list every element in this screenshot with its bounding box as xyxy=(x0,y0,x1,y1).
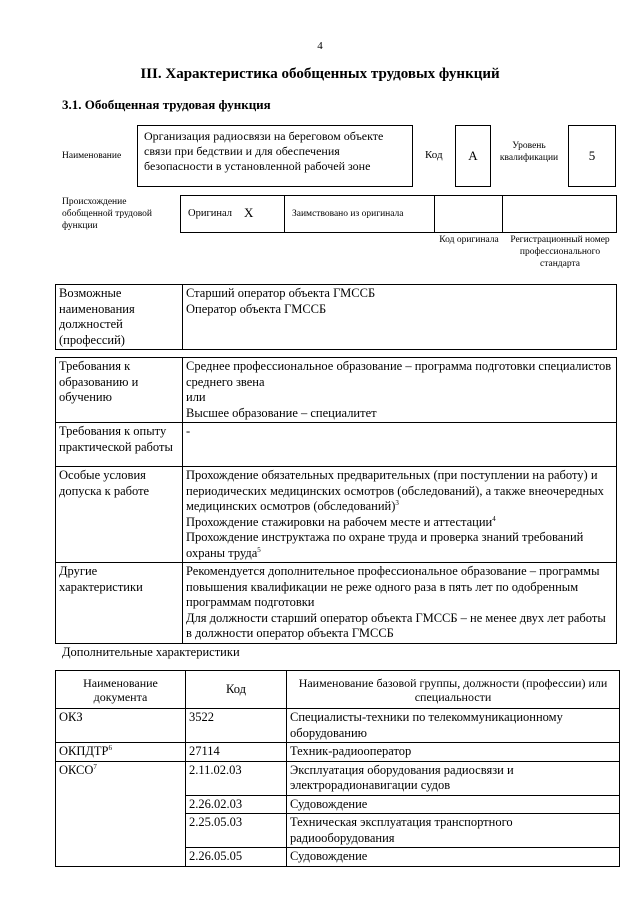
footnote: 3 xyxy=(395,498,399,507)
code-cell: 2.26.05.05 xyxy=(186,848,287,867)
doc-name: ОКЗ xyxy=(59,710,83,724)
reg-number-caption: Регистрационный номер профессионального стандарта xyxy=(510,235,610,269)
doc-cell xyxy=(56,743,186,762)
list-item xyxy=(186,515,613,531)
doc-name: ОКПДТР xyxy=(59,744,109,758)
code-cell: 2.26.02.03 xyxy=(186,795,287,814)
section-title: III. Характеристика обобщенных трудовых функций xyxy=(140,66,500,82)
item-text: Прохождение стажировки на рабочем месте и аттестации xyxy=(186,514,493,529)
table-header-row xyxy=(56,671,620,709)
code-value: А xyxy=(468,148,478,163)
name-cell: Специалисты-техники по телекоммуникационному оборудованию xyxy=(287,709,620,743)
code-original-caption: Код оригинала xyxy=(439,235,499,245)
list-item xyxy=(186,530,613,561)
original-mark: X xyxy=(244,205,254,220)
positions-table xyxy=(55,284,617,350)
divider xyxy=(502,196,503,232)
requirement-label: Требования к образованию и обучению xyxy=(56,358,183,423)
function-name-box xyxy=(137,125,413,187)
table-row xyxy=(56,709,620,743)
code-cell: 3522 xyxy=(186,709,287,743)
table-row xyxy=(56,423,617,467)
list-item xyxy=(186,468,613,515)
name-cell: Эксплуатация оборудования радиосвязи и электрорадионавигации судов xyxy=(287,761,620,795)
list-item: - xyxy=(186,424,191,438)
item-text: Прохождение инструктажа по охране труда и проверка знаний требований охраны труда xyxy=(186,530,584,560)
list-item: Рекомендуется дополнительное профессиональное образование – программы повышения квалификации не реже одного раза в пять лет по одобренным программам подготовки xyxy=(186,564,600,609)
requirement-values xyxy=(183,358,617,423)
list-item: Старший оператор объекта ГМССБ xyxy=(186,286,376,300)
table-row xyxy=(56,761,620,795)
requirement-label: Другие характеристики xyxy=(56,563,183,644)
requirement-values xyxy=(183,563,617,644)
table-row xyxy=(56,743,620,762)
page-number: 4 xyxy=(317,40,323,52)
header-cell: Код xyxy=(186,671,287,709)
requirements-table xyxy=(55,357,617,644)
doc-cell xyxy=(56,709,186,743)
footnote: 5 xyxy=(257,545,261,554)
name-label: Наименование xyxy=(62,151,122,161)
list-item: Среднее профессиональное образование – программа подготовки специалистов среднего звена xyxy=(186,359,612,389)
divider xyxy=(284,196,285,232)
footnote: 7 xyxy=(93,762,97,771)
code-cell: 2.11.02.03 xyxy=(186,761,287,795)
requirement-label: Особые условия допуска к работе xyxy=(56,467,183,563)
original-label: Оригинал xyxy=(188,208,232,219)
origin-box xyxy=(180,195,617,233)
table-row xyxy=(56,358,617,423)
level-value: 5 xyxy=(588,148,596,163)
requirement-values xyxy=(183,467,617,563)
table-row xyxy=(56,563,617,644)
function-name-value: Организация радиосвязи на береговом объекте связи при бедствии и для обеспечения безопасности в установленной рабочей зоне xyxy=(144,129,384,173)
doc-name: ОКСО xyxy=(59,762,94,777)
level-value-box xyxy=(568,125,616,187)
borrowed-label: Заимствовано из оригинала xyxy=(292,209,404,219)
table-row xyxy=(56,285,617,350)
additional-table xyxy=(55,670,620,867)
footnote: 6 xyxy=(108,743,113,752)
list-item: или xyxy=(186,390,206,404)
subsection-title: 3.1. Обобщенная трудовая функция xyxy=(62,97,271,112)
name-cell: Судовождение xyxy=(287,795,620,814)
code-label: Код xyxy=(425,149,443,161)
list-item: Высшее образование – специалитет xyxy=(186,405,377,420)
additional-title: Дополнительные характеристики xyxy=(62,645,240,659)
code-cell: 2.25.05.03 xyxy=(186,814,287,848)
level-label: Уровень квалификации xyxy=(499,141,559,163)
code-cell: 27114 xyxy=(186,743,287,762)
divider xyxy=(434,196,435,232)
item-text: Прохождение обязательных предварительных (при поступлении на работу) и периодических медицинских осмотров (обследований), а также внеочередных медицинских осмотров (обследований) xyxy=(186,468,604,513)
origin-label: Происхождение обобщенной трудовой функции xyxy=(62,197,152,231)
doc-cell xyxy=(56,761,186,866)
positions-values xyxy=(183,285,617,350)
requirement-values xyxy=(183,423,617,467)
name-cell: Техник-радиооператор xyxy=(287,743,620,762)
header-cell: Наименование документа xyxy=(56,671,186,709)
list-item: Оператор объекта ГМССБ xyxy=(186,301,327,316)
name-cell: Техническая эксплуатация транспортного радиооборудования xyxy=(287,814,620,848)
list-item: Для должности старший оператор объекта ГМССБ – не менее двух лет работы в должности оператор объекта ГМССБ xyxy=(186,610,606,640)
header-cell: Наименование базовой группы, должности (профессии) или специальности xyxy=(287,671,620,709)
requirement-label: Требования к опыту практической работы xyxy=(56,423,183,467)
footnote: 4 xyxy=(492,514,496,523)
code-value-box xyxy=(455,125,491,187)
name-cell: Судовождение xyxy=(287,848,620,867)
table-row xyxy=(56,467,617,563)
positions-label: Возможные наименования должностей (профессий) xyxy=(56,285,183,350)
